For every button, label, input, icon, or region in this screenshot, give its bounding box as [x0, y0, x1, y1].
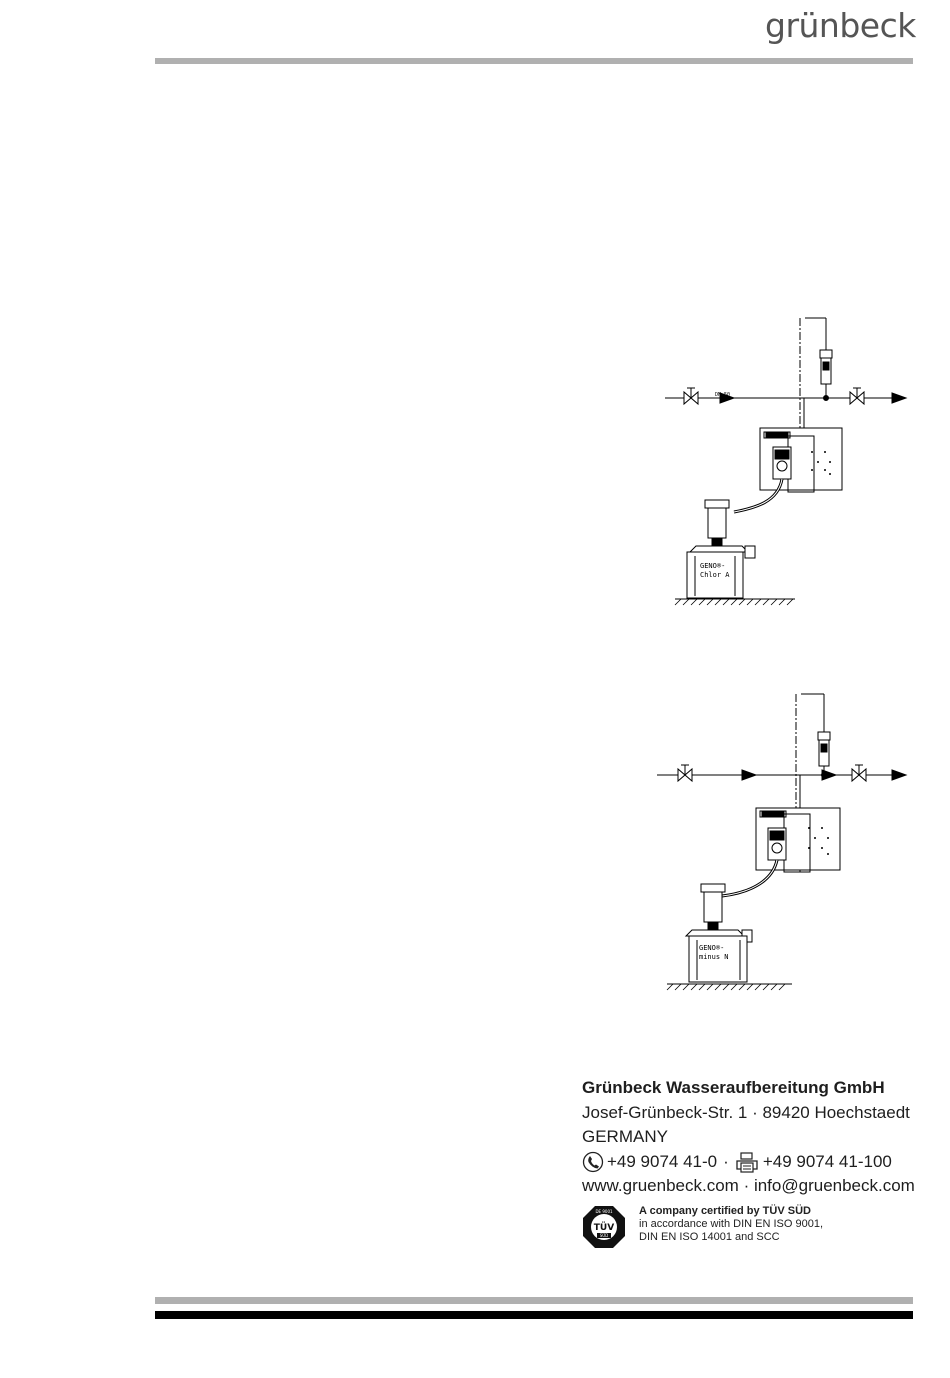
tank-label-2: Chlor A [700, 571, 730, 579]
phone-number: +49 9074 41-0 [607, 1151, 718, 1171]
header-rule [155, 58, 913, 64]
cert-line-3: DIN EN ISO 14001 and SCC [639, 1231, 780, 1243]
footer-rule-grey [155, 1297, 913, 1304]
company-name: Grünbeck Wasseraufbereitung GmbH [582, 1078, 885, 1097]
certification-block [582, 1205, 922, 1255]
address-block [582, 1076, 922, 1199]
installation-diagram-minus [652, 688, 920, 1000]
cert-line-2: in accordance with DIN EN ISO 9001, [639, 1218, 824, 1230]
tank-label-1: GENO®- [699, 944, 725, 952]
footer-rule-black [155, 1311, 913, 1319]
tank-label-2: minus N [699, 953, 729, 961]
svg-text:SÜD: SÜD [599, 1233, 609, 1238]
svg-text:TÜV: TÜV [593, 1223, 615, 1233]
country: GERMANY [582, 1127, 668, 1146]
fax-icon [735, 1151, 759, 1173]
web-email[interactable]: www.gruenbeck.com · info@gruenbeck.com [582, 1176, 915, 1195]
tuv-seal-logo [582, 1205, 626, 1249]
fax-number: +49 9074 41-100 [762, 1151, 892, 1171]
pipe-label: DN 50 [715, 392, 731, 398]
installation-diagram-chlor [660, 312, 920, 612]
svg-text:DE 9001: DE 9001 [595, 1209, 613, 1214]
street-address: Josef-Grünbeck-Str. 1 · 89420 Hoechstaedt [582, 1102, 910, 1122]
cert-line-1: A company certified by TÜV SÜD [639, 1205, 811, 1217]
grunbeck-logo: grünbeck [765, 6, 916, 45]
phone-icon [582, 1151, 604, 1173]
phone-fax-row [582, 1150, 922, 1175]
separator: · [723, 1151, 729, 1171]
tank-label-1: GENO®- [700, 562, 726, 570]
